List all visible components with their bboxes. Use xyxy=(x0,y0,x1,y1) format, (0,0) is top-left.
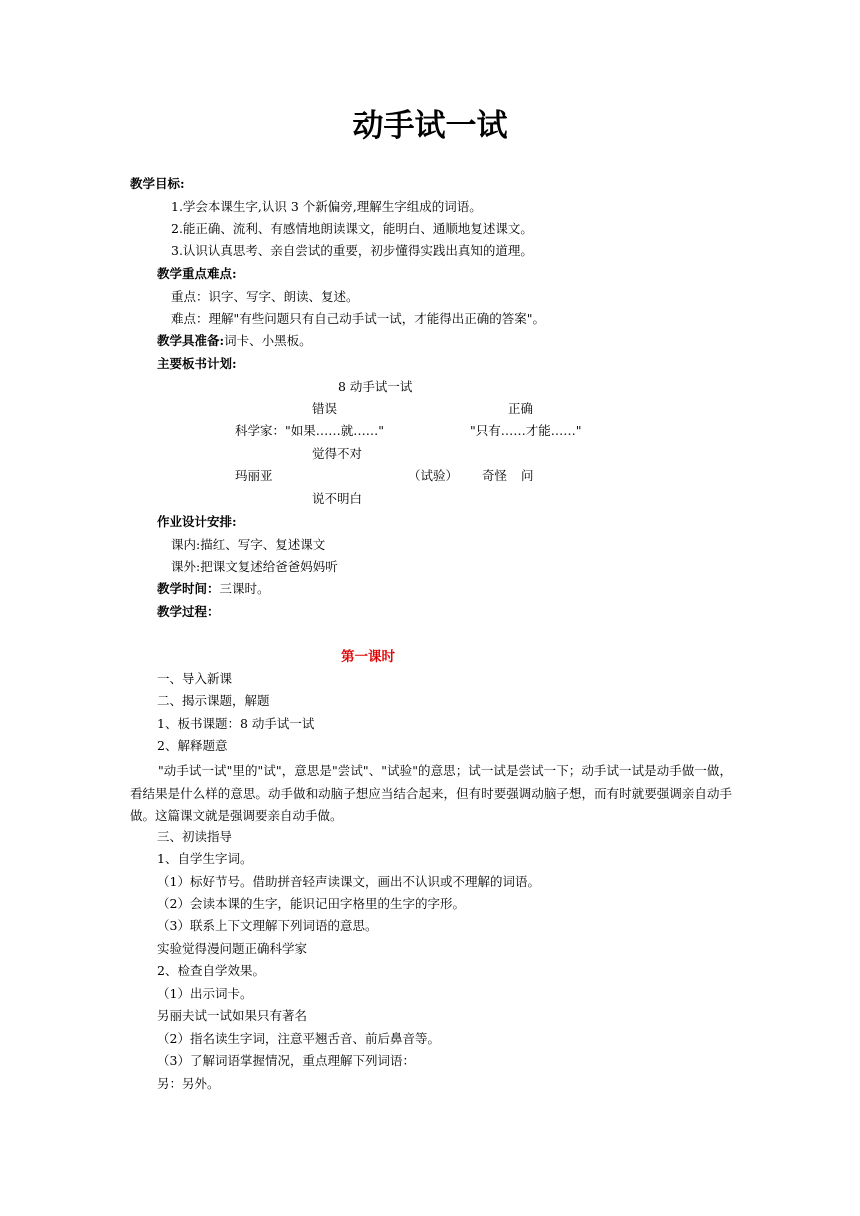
goals-heading: 教学目标: xyxy=(130,176,185,191)
process-line: 2、检查自学效果。 xyxy=(157,963,265,978)
board-ask: 问 xyxy=(521,468,534,483)
board-lesson: 8 动手试一试 xyxy=(338,379,413,394)
time-heading: 教学时间： xyxy=(157,581,220,596)
process-line: 另：另外。 xyxy=(157,1076,220,1091)
time-line xyxy=(157,581,270,597)
homework-heading: 作业设计安排: xyxy=(157,514,237,529)
focus-text: 重点：识字、写字、朗读、复述。 xyxy=(171,289,359,304)
process-line: （1）标好节号。借助拼音轻声读课文，画出不认识或不理解的词语。 xyxy=(157,874,540,889)
homework-in-class: 课内:描红、写字、复述课文 xyxy=(171,537,326,552)
process-line: 二、揭示课题，解题 xyxy=(157,693,270,708)
first-lesson-title: 第一课时 xyxy=(341,649,395,665)
document-title: 动手试一试 xyxy=(352,108,508,144)
goal-item: 3.认识认真思考、亲自尝试的重要，初步懂得实践出真知的道理。 xyxy=(171,243,533,258)
process-line: 实验觉得漫问题正确科学家 xyxy=(157,941,308,956)
prep-line xyxy=(157,333,312,349)
process-line: （2）指名读生字词，注意平翘舌音、前后鼻音等。 xyxy=(157,1031,440,1046)
board-right: 正确 xyxy=(508,401,534,416)
explanation-paragraph: "动手试一试"里的"试"，意思是"尝试"、"试验"的意思；试一试是尝试一下；动手试一试是动手做一做，看结果是什么样的意思。动手做和动脑子想应当结合起来，但有时要强调动脑子想，而有时就要强调亲自动手做。这篇课文就是强调要亲自动手做。 xyxy=(130,763,732,823)
board-feel-wrong: 觉得不对 xyxy=(312,446,363,461)
board-scientist: 科学家："如果……就……" xyxy=(235,423,384,438)
board-marilya: 玛丽亚 xyxy=(235,468,273,483)
process-heading: 教学过程： xyxy=(157,604,220,619)
process-line: 2、解释题意 xyxy=(157,738,228,753)
process-line: （3）了解词语掌握情况，重点理解下列词语： xyxy=(157,1053,415,1068)
board-experiment: （试验） xyxy=(408,468,459,483)
homework-after-class: 课外:把课文复述给爸爸妈妈听 xyxy=(171,559,338,574)
goal-item: 1.学会本课生字,认识 3 个新偏旁,理解生字组成的词语。 xyxy=(171,199,482,214)
process-line: （1）出示词卡。 xyxy=(157,986,253,1001)
goal-item: 2.能正确、流利、有感情地朗读课文，能明白、通顺地复述课文。 xyxy=(171,221,533,236)
difficulty-text: 难点：理解"有些问题只有自己动手试一试，才能得出正确的答案"。 xyxy=(171,311,546,326)
process-line: 1、板书课题：8 动手试一试 xyxy=(157,716,315,731)
prep-heading: 教学具准备: xyxy=(157,333,225,348)
process-line: 另丽夫试一试如果只有著名 xyxy=(157,1008,308,1023)
time-text: 三课时。 xyxy=(219,581,270,596)
board-heading: 主要板书计划: xyxy=(157,356,237,371)
board-unclear: 说不明白 xyxy=(312,491,363,506)
prep-text: 词卡、小黑板。 xyxy=(224,333,312,348)
key-points-heading: 教学重点难点: xyxy=(157,266,237,281)
process-line: 一、导入新课 xyxy=(157,671,233,686)
process-line: （2）会读本课的生字，能识记田字格里的生字的字形。 xyxy=(157,896,465,911)
board-wrong: 错误 xyxy=(312,401,338,416)
board-strange: 奇怪 xyxy=(482,468,508,483)
process-line: 三、初读指导 xyxy=(157,829,233,844)
process-line: （3）联系上下文理解下列词语的意思。 xyxy=(157,918,378,933)
board-only-if: "只有……才能……" xyxy=(470,423,582,438)
process-line: 1、自学生字词。 xyxy=(157,851,253,866)
